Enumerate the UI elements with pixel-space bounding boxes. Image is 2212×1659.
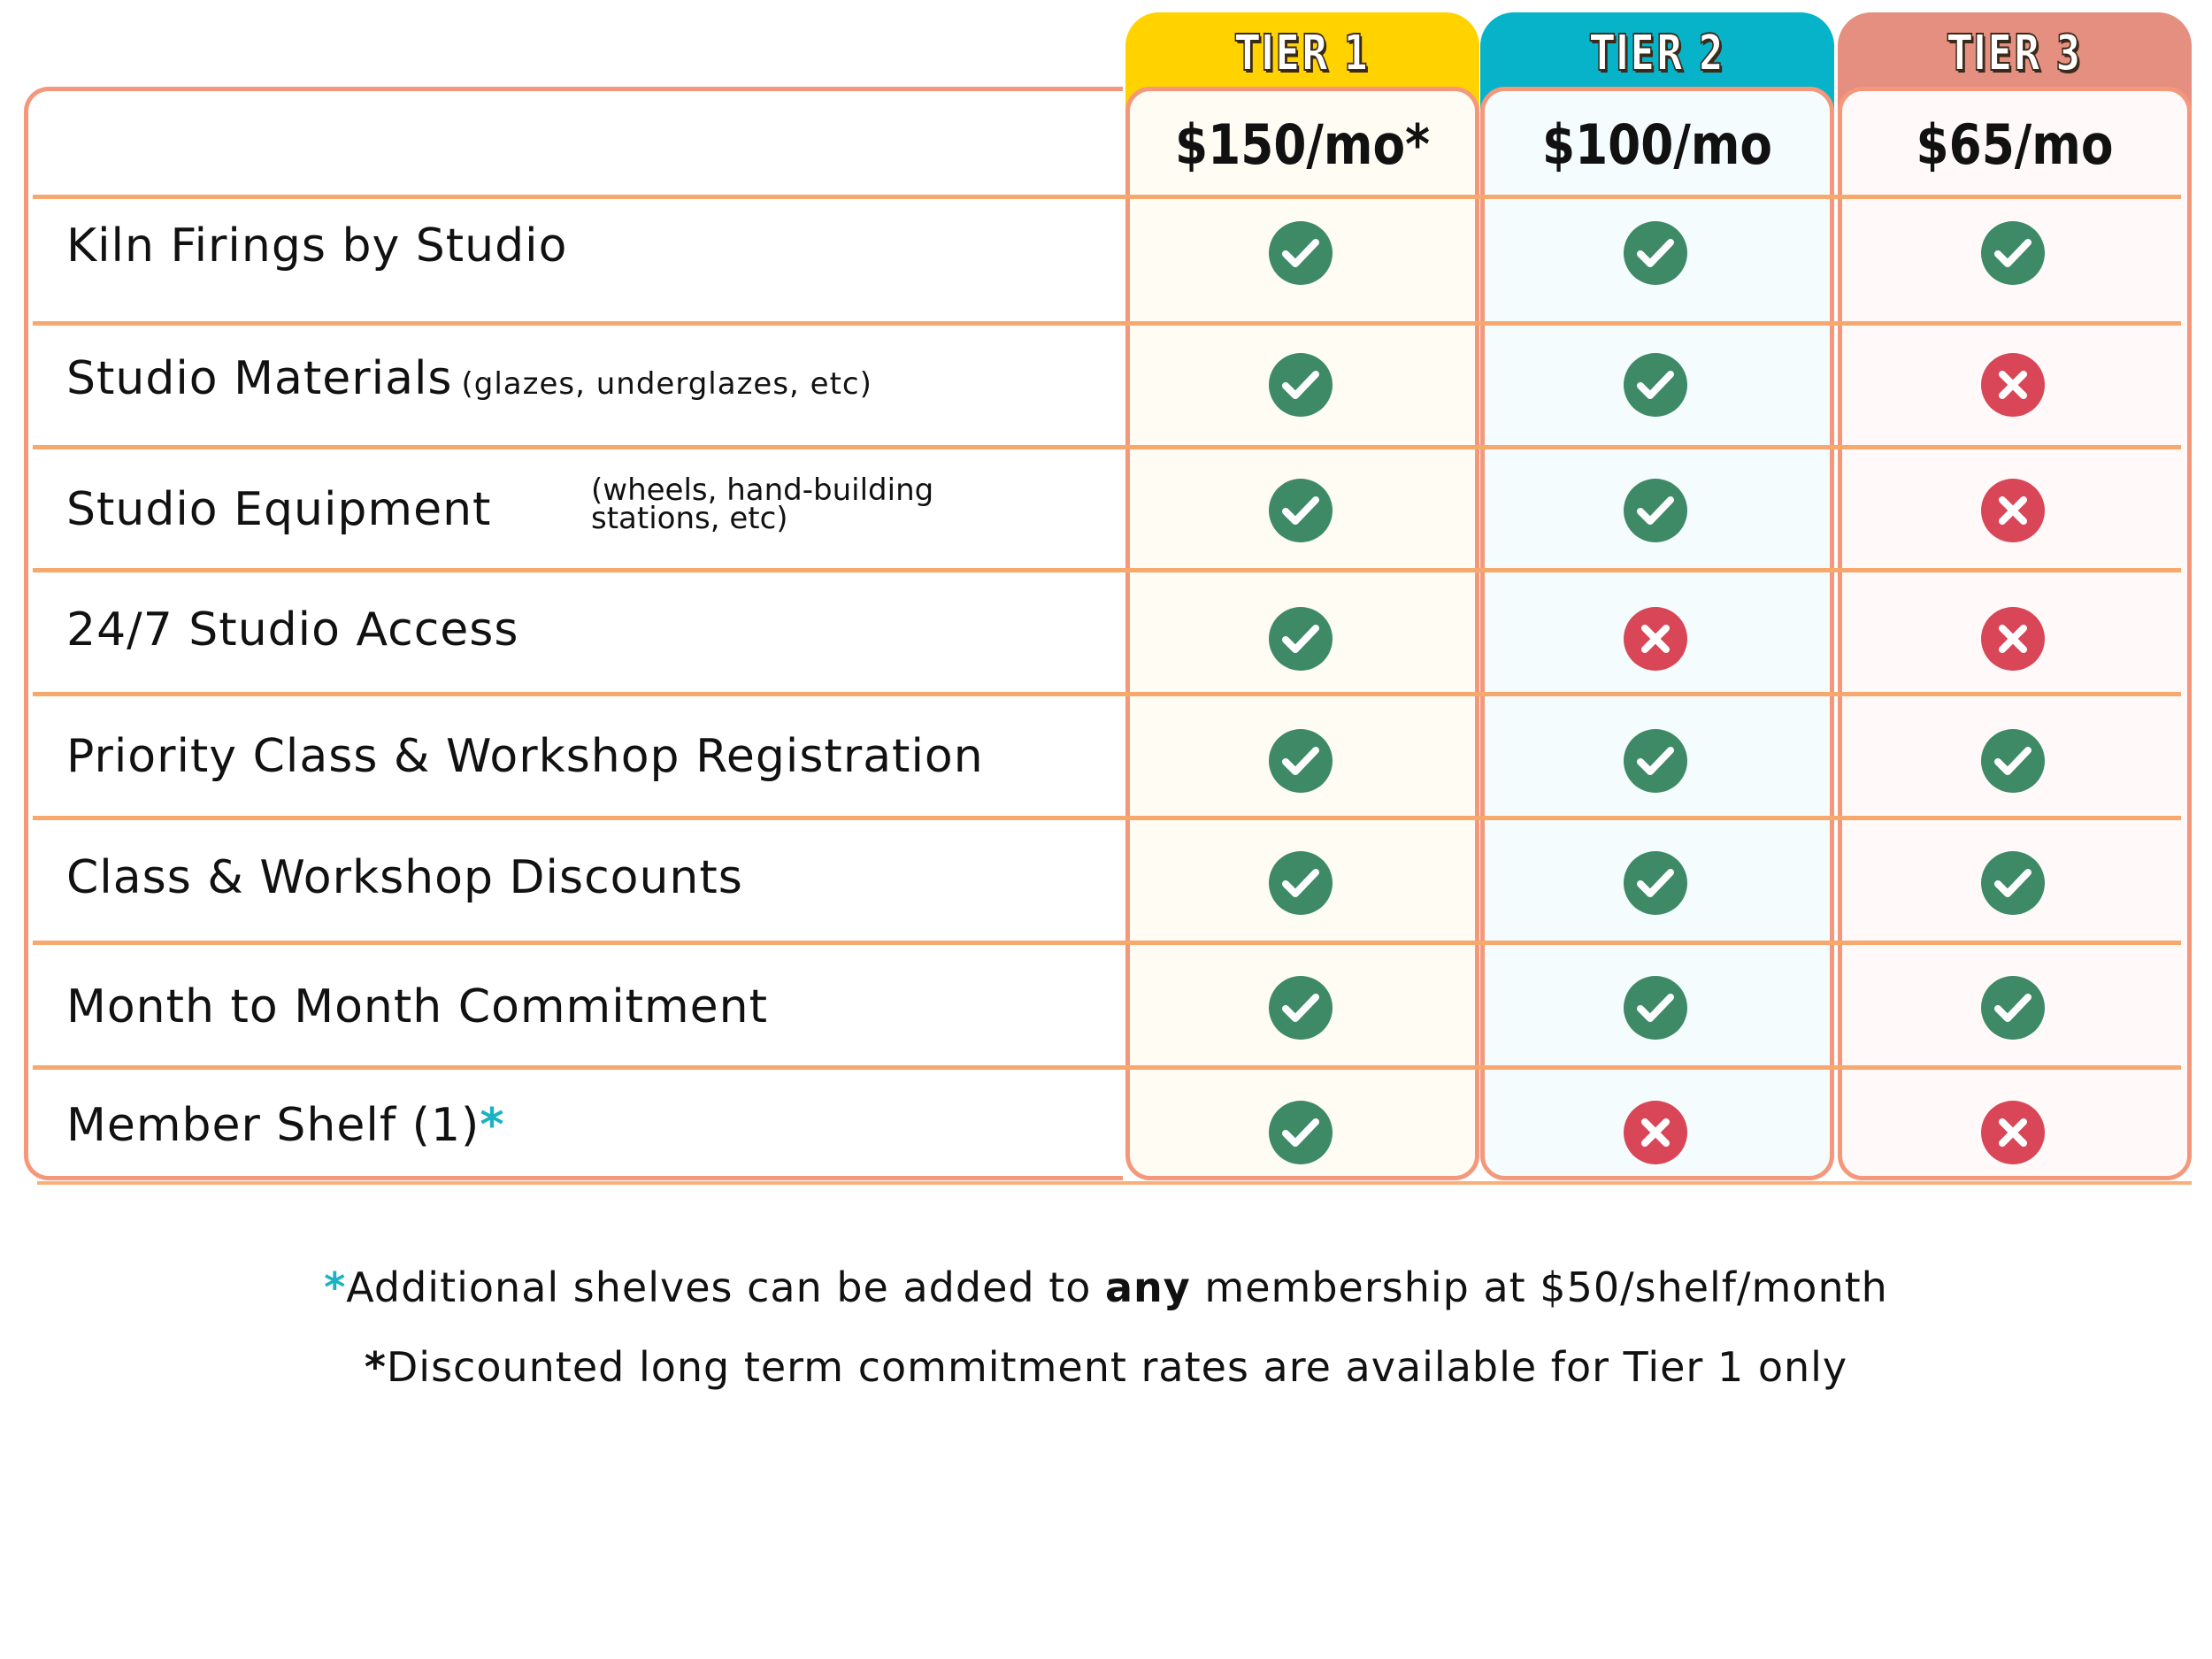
row-divider: [33, 445, 2181, 449]
feature-note: (glazes, underglazes, etc): [461, 366, 872, 402]
feature-label: [66, 730, 984, 783]
row-divider: [33, 321, 2181, 326]
feature-label: [66, 483, 491, 536]
feature-note-stack: [591, 472, 934, 536]
row-divider: [33, 816, 2181, 820]
feature-label: [66, 851, 743, 904]
footnote-text: Additional shelves can be added to: [346, 1263, 1105, 1311]
check-icon-graphic: [1980, 975, 2046, 1041]
feature-name: Priority Class & Workshop Registration: [66, 730, 984, 783]
tier-1-price: $150/mo*: [1175, 112, 1430, 177]
check-icon-graphic: [1980, 850, 2046, 916]
cross-icon-graphic: [1623, 606, 1688, 672]
footnote-text: Discounted long term commitment rates are available for Tier 1 only: [386, 1343, 1848, 1391]
check-icon: [1980, 728, 2046, 794]
check-icon-graphic: [1268, 728, 1333, 794]
check-icon: [1268, 478, 1333, 543]
cross-icon-graphic: [1980, 1100, 2046, 1165]
feature-name: Month to Month Commitment: [66, 980, 769, 1033]
check-icon: [1623, 478, 1688, 543]
check-icon-graphic: [1268, 478, 1333, 543]
check-icon-graphic: [1980, 728, 2046, 794]
feature-name: Studio Equipment: [66, 483, 492, 536]
cross-icon-graphic: [1623, 1100, 1688, 1165]
check-icon: [1623, 352, 1688, 418]
footnote-shelves: [0, 1263, 2212, 1311]
cross-icon: [1980, 1100, 2046, 1165]
cross-icon-graphic: [1980, 606, 2046, 672]
check-icon: [1980, 850, 2046, 916]
tier-1-label: TIER 1: [1235, 25, 1370, 82]
check-icon: [1268, 1100, 1333, 1165]
feature-name: Class & Workshop Discounts: [66, 851, 743, 904]
check-icon-graphic: [1268, 352, 1333, 418]
feature-note-line: (wheels, hand-building: [591, 472, 934, 508]
row-divider: [33, 692, 2181, 696]
check-icon: [1623, 850, 1688, 916]
tier-2-price: $100/mo: [1541, 112, 1773, 177]
tier-3-label: TIER 3: [1947, 25, 2082, 82]
feature-label: [66, 980, 768, 1033]
cross-icon: [1980, 606, 2046, 672]
check-icon-graphic: [1623, 850, 1688, 916]
check-icon: [1268, 606, 1333, 672]
check-icon-graphic: [1623, 478, 1688, 543]
feature-label: [66, 219, 567, 273]
cross-icon-graphic: [1980, 478, 2046, 543]
check-icon: [1980, 220, 2046, 286]
footnote-commitment: [0, 1343, 2212, 1391]
cross-icon: [1980, 352, 2046, 418]
check-icon-graphic: [1268, 850, 1333, 916]
feature-label: [66, 603, 518, 657]
feature-label: [66, 352, 872, 405]
cross-icon: [1980, 478, 2046, 543]
footnote-asterisk: *: [364, 1343, 387, 1391]
check-icon-graphic: [1623, 975, 1688, 1041]
feature-note-line: stations, etc): [591, 501, 788, 536]
check-icon: [1980, 975, 2046, 1041]
tier-3-price: $65/mo: [1916, 112, 2114, 177]
check-icon: [1268, 352, 1333, 418]
check-icon-graphic: [1623, 728, 1688, 794]
row-divider: [33, 195, 2181, 199]
footnote-asterisk-teal: *: [480, 1099, 505, 1152]
check-icon: [1623, 975, 1688, 1041]
check-icon: [1268, 220, 1333, 286]
feature-label: [66, 1099, 505, 1152]
footnote-asterisk-teal: *: [324, 1263, 347, 1311]
row-divider: [33, 1065, 2181, 1070]
cross-icon: [1623, 606, 1688, 672]
row-divider: [33, 941, 2181, 945]
feature-name: 24/7 Studio Access: [66, 603, 519, 657]
cross-icon-graphic: [1980, 352, 2046, 418]
check-icon-graphic: [1623, 352, 1688, 418]
feature-name: Kiln Firings by Studio: [66, 219, 568, 273]
check-icon-graphic: [1268, 975, 1333, 1041]
feature-name: Studio Materials: [66, 352, 453, 405]
check-icon: [1268, 850, 1333, 916]
check-icon-graphic: [1623, 220, 1688, 286]
check-icon-graphic: [1980, 220, 2046, 286]
footnote-text: membership at $50/shelf/month: [1190, 1263, 1888, 1311]
check-icon: [1268, 975, 1333, 1041]
check-icon: [1268, 728, 1333, 794]
cross-icon: [1623, 1100, 1688, 1165]
check-icon: [1623, 728, 1688, 794]
check-icon: [1623, 220, 1688, 286]
check-icon-graphic: [1268, 220, 1333, 286]
row-divider: [33, 568, 2181, 572]
feature-name: Member Shelf (1): [66, 1099, 480, 1152]
check-icon-graphic: [1268, 606, 1333, 672]
check-icon-graphic: [1268, 1100, 1333, 1165]
tier-2-label: TIER 2: [1590, 25, 1724, 82]
footnote-bold-text: any: [1105, 1263, 1191, 1311]
table-bottom-line: [37, 1181, 2192, 1185]
